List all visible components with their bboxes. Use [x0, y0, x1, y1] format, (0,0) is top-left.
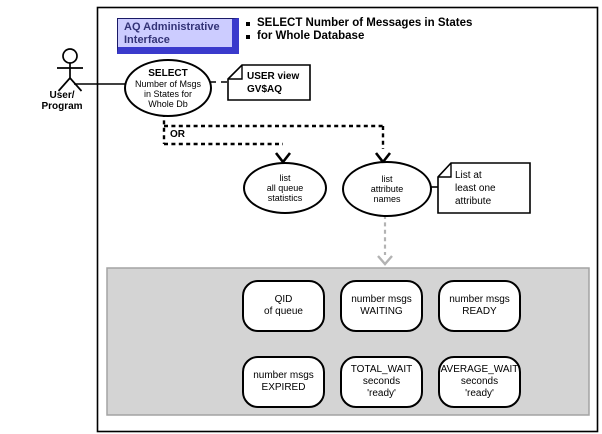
pill-line: WAITING — [360, 306, 403, 317]
pill-line: READY — [462, 306, 497, 317]
use-case-list-attr-names — [342, 161, 432, 217]
pill-line: EXPIRED — [261, 382, 306, 393]
pill-line: of queue — [264, 306, 303, 317]
attr-note-line2: least one — [455, 183, 496, 194]
use-case-select-msgs — [124, 59, 212, 117]
aq-admin-interface-plaque — [117, 18, 239, 54]
or-branch-connectors — [164, 113, 383, 149]
list-queue-line1: list — [279, 173, 291, 183]
list-attr-line2: attribute — [370, 184, 404, 194]
use-case-select-title: SELECT — [148, 67, 188, 79]
attr-note-line1: List at — [455, 170, 482, 181]
title-row-1 — [246, 17, 576, 30]
pill-line: AVERAGE_WAIT — [440, 364, 519, 375]
list-attr-line3: names — [373, 194, 401, 204]
pill-line: number msgs — [449, 294, 510, 305]
attribute-num-msgs-expired — [242, 356, 325, 408]
use-case-select-line1: Number of Msgs — [134, 78, 202, 89]
attribute-num-msgs-waiting — [340, 280, 423, 332]
list-queue-line2: all queue — [266, 183, 304, 193]
diagram-title — [246, 17, 576, 43]
title-line-1: SELECT Number of Messages in States — [257, 17, 473, 29]
gray-flow-arrow — [378, 215, 392, 264]
or-label: OR — [170, 129, 185, 140]
list-queue-line3: statistics — [267, 193, 303, 203]
user-view-note — [247, 70, 299, 96]
bullet-icon — [246, 35, 250, 39]
plaque-label-line2: Interface — [124, 34, 170, 46]
pill-line: TOTAL_WAIT — [350, 364, 413, 375]
actor-label-line2: Program — [41, 101, 83, 112]
use-case-select-line3: Whole Db — [148, 98, 188, 109]
attr-note-line3: attribute — [455, 196, 492, 207]
pill-line: QID — [274, 294, 293, 305]
pill-line: seconds — [460, 376, 499, 387]
attribute-qid-of-queue — [242, 280, 325, 332]
pill-line: number msgs — [253, 370, 314, 381]
attribute-total-wait — [340, 356, 423, 408]
actor-label-line1: User/ — [49, 90, 75, 101]
user-view-note-line2: GV$AQ — [247, 84, 283, 95]
title-line-2: for Whole Database — [257, 30, 365, 42]
actor-label — [28, 90, 96, 112]
attribute-average-wait — [438, 356, 521, 408]
list-attr-line1: list — [381, 174, 393, 184]
title-row-2 — [246, 30, 576, 43]
pill-line: 'ready' — [367, 388, 396, 399]
user-view-note-line1: USER view — [247, 71, 300, 82]
bullet-icon — [246, 22, 250, 26]
pill-line: number msgs — [351, 294, 412, 305]
use-case-select-line2: in States for — [143, 88, 193, 99]
attribute-num-msgs-ready — [438, 280, 521, 332]
pill-line: 'ready' — [465, 388, 494, 399]
use-case-list-queue-stats — [243, 162, 327, 214]
plaque-label-line1: AQ Administrative — [124, 21, 220, 33]
arrowhead-list-queue — [276, 153, 290, 162]
pill-line: seconds — [362, 376, 401, 387]
attr-constraint-note — [455, 169, 496, 208]
